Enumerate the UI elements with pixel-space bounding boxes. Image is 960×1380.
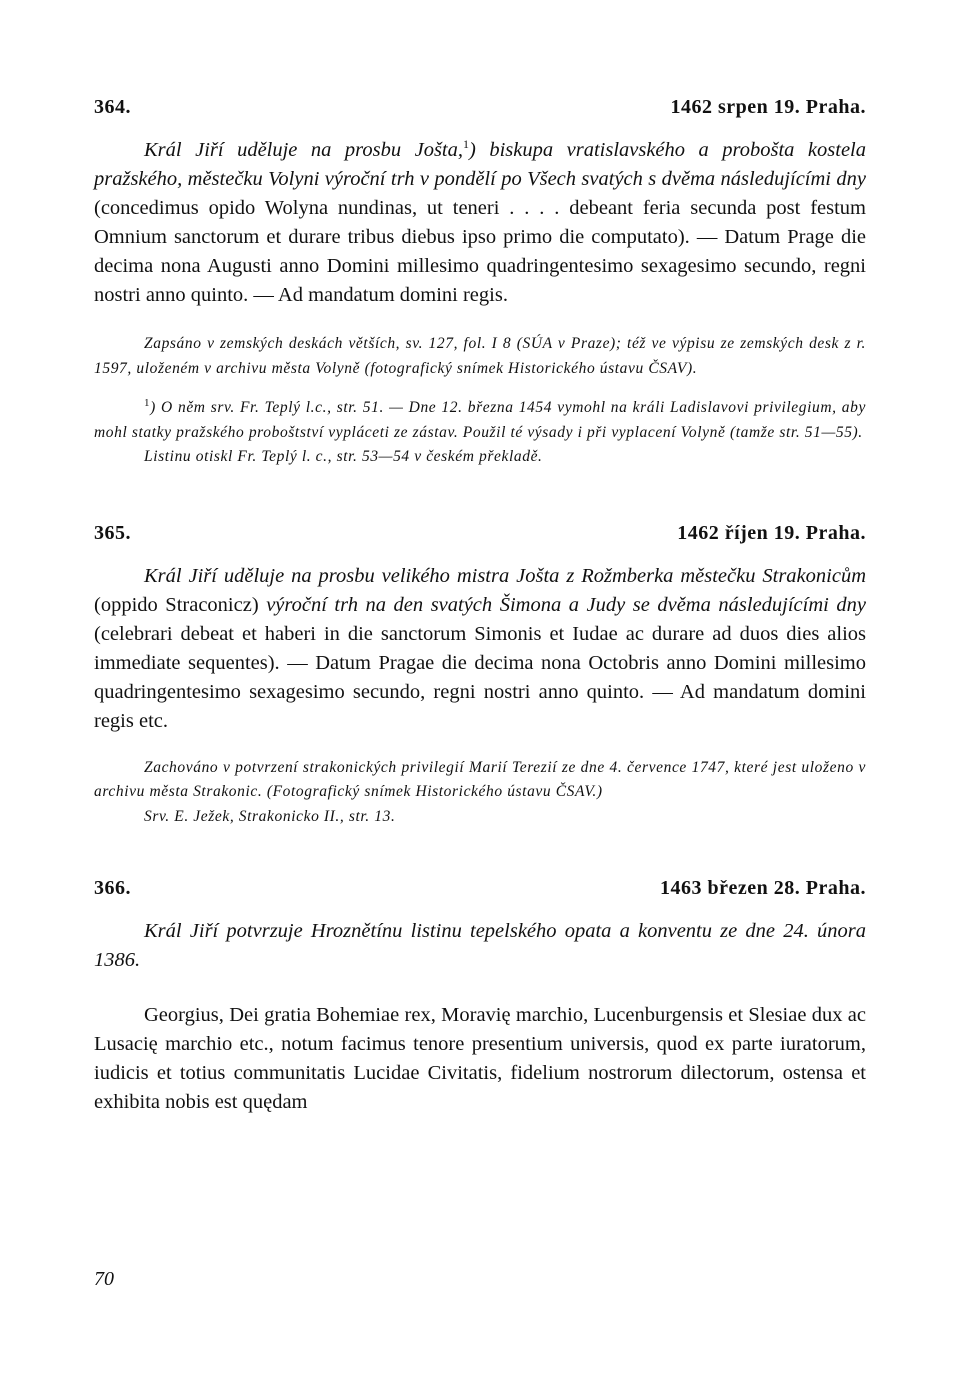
regest-latin: (concedimus opido Wolyna nundinas, ut teneri . . . . debeant feria secunda post festum Omnium sanctorum et durare tribus diebus ipso primo die computato). — Datum Prage die decima nona Augusti anno Domini millesimo quadringentesimo sexagesimo secundo, regni nostri anno quinto. — Ad mandatum domini regis. <box>94 197 866 306</box>
footnote-text: ) O něm srv. Fr. Teplý l.c., str. 51. — Dne 12. března 1454 vymohl na králi Ladislavovi privilegium, aby mohl statky pražského proboštství vypláceti ze zástav. Použil té výsady i při vyplacení Volyně (tamže str. 51—55). <box>94 399 866 441</box>
source-note: Zapsáno v zemských deskách větších, sv. 127, fol. I 8 (SÚA v Praze); též ve výpisu ze zemských desk z r. 1597, uloženém v archivu města Volyně (fotografický snímek Historického ústavu ČSAV). <box>94 335 866 377</box>
page-number: 70 <box>94 1268 114 1290</box>
source-note: Zachováno v potvrzení strakonických privilegií Marií Terezií ze dne 4. července 1747, které jest uloženo v archivu města Strakonic. (Fotografický snímek Historického ústavu ČSAV.) <box>94 758 866 801</box>
entry-365 <box>94 522 866 830</box>
regest-italic: ) biskupa vratislavského a probošta kostela pražského, městečku Volyni výroční trh v pondělí po Všech svatých s dvěma následujícími dny <box>94 139 866 190</box>
entry-date: 1462 srpen 19. Praha. <box>670 96 866 118</box>
footnote-ref: 1 <box>463 137 470 152</box>
regest <box>94 136 866 310</box>
footnote <box>94 391 866 445</box>
entry-364 <box>94 96 866 470</box>
regest-italic: Král Jiří uděluje na prosbu velikého mistra Jošta z Rožmberka městečku Strakonicům <box>144 564 866 587</box>
regest-latin: (oppido Straconicz) <box>94 593 267 616</box>
literature-note: Srv. E. Ježek, Strakonicko II., str. 13. <box>144 807 396 825</box>
regest <box>94 562 866 736</box>
entry-header <box>94 877 866 907</box>
footnote-mark: 1 <box>144 397 151 409</box>
document-text: Georgius, Dei gratia Bohemiae rex, Moravię marchio, Lucenburgensis et Slesiae dux ac Lusacię marchio etc., notum facimus tenore presentium universis, quod ex parte iuratorum, iudicis et totius communitatis Lucidae Civitatis, fidelium nostrorum dilectorum, ostensa et exhibita nobis est quędam <box>94 1004 866 1114</box>
regest <box>94 917 866 975</box>
literature-note: Listinu otiskl Fr. Teplý l. c., str. 53—54 v českém překladě. <box>144 448 543 466</box>
entry-number: 365. <box>94 521 131 544</box>
regest-italic: výroční trh na den svatých Šimona a Judy se dvěma následujícími dny <box>266 593 866 616</box>
entry-header <box>94 522 866 552</box>
entry-number: 364. <box>94 96 131 118</box>
entry-date: 1462 říjen 19. Praha. <box>677 521 866 544</box>
entry-header <box>94 96 866 126</box>
entry-366 <box>94 877 866 1117</box>
regest-italic: Král Jiří potvrzuje Hroznětínu listinu tepelského opata a konventu ze dne 24. února 1386. <box>94 920 866 972</box>
entry-number: 366. <box>94 877 131 900</box>
page-content <box>94 96 866 1117</box>
entry-date: 1463 březen 28. Praha. <box>660 877 866 900</box>
regest-latin: (celebrari debeat et haberi in die sanctorum Simonis et Iudae ac durare ad duos dies alios immediate sequentes). — Datum Pragae die decima nona Octobris anno Domini millesimo quadringentesimo sexagesimo secundo, regni nostri anno quinto. — Ad mandatum domini regis etc. <box>94 622 866 732</box>
regest-italic: Král Jiří uděluje na prosbu Jošta, <box>144 139 464 161</box>
